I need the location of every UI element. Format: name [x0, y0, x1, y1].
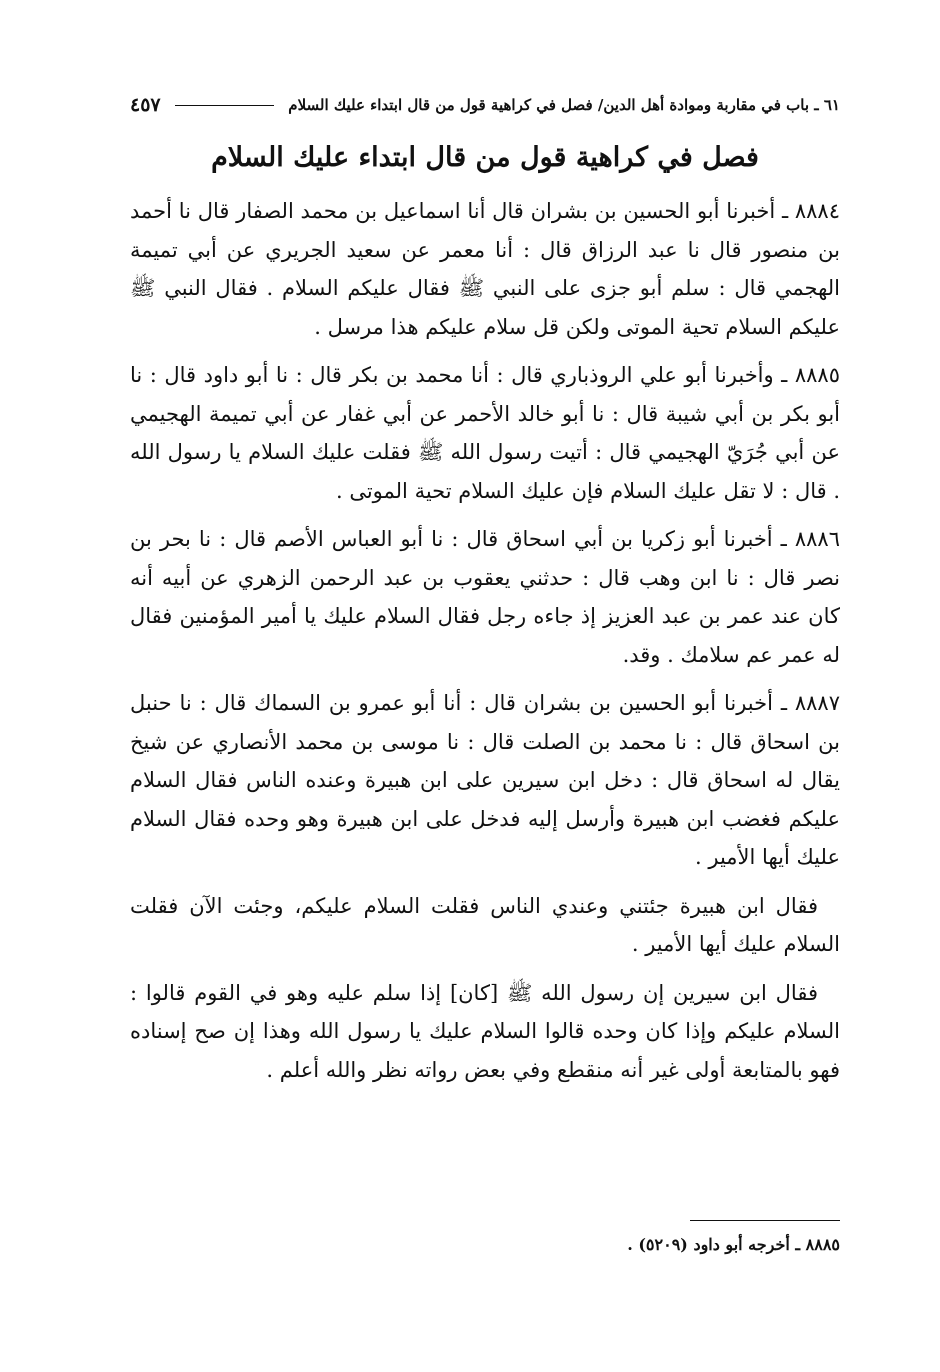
footnote-area — [130, 1220, 840, 1254]
hadith-8886: ٨٨٨٦ ـ أخبرنا أبو زكريا بن أبي اسحاق قال : نا أبو العباس الأصم قال : نا بحر بن نصر قال : نا ابن وهب قال : حدثني يعقوب بن عبد الرحمن الزهري عن أبيه أنه كان عند عمر بن عبد العزيز إذ جاءه رجل فقال السلام عليك يا أمير المؤمنين فقال له عمر عم سلامك . وقد. — [130, 527, 840, 667]
book-page — [130, 80, 840, 1320]
paragraph-continuation-1: فقال ابن هبيرة جئتني وعندي الناس فقلت السلام عليكم، وجئت الآن فقلت السلام عليك أيها الأمير . — [130, 893, 840, 956]
paragraph-continuation-2: فقال ابن سيرين إن رسول الله ﷺ [كان] إذا سلم عليه وهو في القوم قالوا : السلام عليكم وإذا كان وحده قالوا السلام عليك يا رسول الله وهذا إن صح إسناده فهو بالمتابعة أولى غير أنه منقطع وفي بعض رواته نظر والله أعلم . — [130, 980, 840, 1082]
footnote: ٨٨٨٥ ـ أخرجه أبو داود (٥٢٠٩) . — [627, 1235, 840, 1254]
page-number: ٤٥٧ — [130, 94, 161, 116]
body-text — [130, 192, 840, 1099]
hadith-8884: ٨٨٨٤ ـ أخبرنا أبو الحسين بن بشران قال أنا اسماعيل بن محمد الصفار قال نا أحمد بن منصور قال نا عبد الرزاق قال : أنا معمر عن سعيد الجريري عن أبي تميمة الهجمي قال : سلم أبو جزى على النبي ﷺ فقال عليكم السلام . فقال النبي ﷺ عليكم السلام تحية الموتى ولكن قل سلام عليكم هذا مرسل . — [130, 199, 840, 339]
header-rule — [175, 105, 275, 106]
hadith-8887: ٨٨٨٧ ـ أخبرنا أبو الحسين بن بشران قال : أنا أبو عمرو بن السماك قال : نا حنبل بن اسحاق قال : نا محمد بن الصلت قال : نا موسى بن محمد الأنصاري عن شيخ يقال له اسحاق قال : دخل ابن سيرين على ابن هبيرة وعنده الناس فقال السلام عليكم فغضب ابن هبيرة وأرسل إليه فدخل على ابن هبيرة وهو وحده فقال السلام عليك أيها الأمير . — [130, 691, 840, 869]
footnote-rule — [690, 1220, 840, 1221]
section-title: فصل في كراهية قول من قال ابتداء عليك السلام — [211, 142, 759, 173]
hadith-8885: ٨٨٨٥ ـ وأخبرنا أبو علي الروذباري قال : أنا محمد بن بكر قال : نا أبو داود قال : نا أبو بكر بن أبي شيبة قال : نا أبو خالد الأحمر عن أبي غفار عن أبي تميمة الهجيمي عن أبي جُرَيّ الهجيمي قال : أتيت رسول الله ﷺ فقلت عليك السلام يا رسول الله . قال : لا تقل عليك السلام فإن عليك السلام تحية الموتى . — [130, 363, 840, 503]
running-header — [130, 90, 840, 120]
running-title: ٦١ ـ باب في مقاربة وموادة أهل الدين/ فصل في كراهية قول من قال ابتداء عليك السلام — [288, 96, 840, 114]
